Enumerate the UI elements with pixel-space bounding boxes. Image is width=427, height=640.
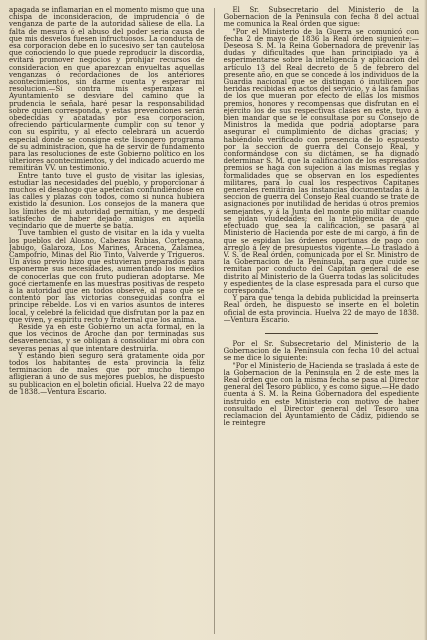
article-paragraph: Tuve tambien el gusto de visitar en la ida y vuelta los pueblos del Alosno, Cabezas Rubias, Cortegana, Jabugo, Galaroza, Los Marines, Aracena, Zalamea, Campofrío, Minas del Rio Tinto, Valverde y Trigueros. Un aviso previo hizo que estuvieran preparados para esponerme sus necesidades, aumentando los medios de conocerlas que con fruto pudieran adoptarse. Me gocé ciertamente en las muestras positivas de respeto á la autoridad que en todos observé, al paso que se contentó por las victorias conseguidas contra el principe rebelde. Los vi en varios asuntos de interes local, y celebré la felicidad que disfrutan por la paz en que viven, y espíritu recto y fraternal que los anima. [9, 228, 205, 324]
article-paragraph: Y para que tenga la debida publicidad la preinserta Real órden, he dispuesto se inserte en el boletin oficial de esta provincia. Huelva 22 de mayo de 1838.—Ventura Escario. [223, 293, 419, 324]
article-paragraph: "Por el Ministerio de la Guerra se comunicó con fecha 2 de mayo de 1836 la Real órden siguiente:—Deseosa S. M. la Reina Gobernadora de prevenir las dudas y dificultades que han principiado ya á esperimentarse sobre la inteligencia y aplicacion del artículo 13 del Real decreto de 5 de febrero del presente año, en que se concede á los individuos de la Guardia nacional que se distingan ó inutilicen por heridas recibidas en actos del servicio, y á las familias de los que mueran por efecto de ellas los mismos premios, honores y recompensas que disfrutan en el ejército los de sus respectivas clases en este, tuvo á bien mandar que se le consultase por su Consejo de Ministros la medida que podria adoptarse para asegurar el cumplimiento de dichas gracias; y habiéndolo verificado con presencia de lo espuesto por la seccion de guerra del Consejo Real, y conformándose con su dictámen, se ha dignado determinar S. M. que la calificacion de los espresados premios se haga con sujecion á las mismas reglas y formalidades que se observan en los espedientes militares, para lo cual los respectivos Capitanes generales remitirán las instancias documentadas á la seccion de guerra del Consejo Real cuando se trate de asignaciones por inutilidad de heridas ú otros premios semejantes, y á la Junta del monte pio militar cuando se pidan viudedades; en la inteligencia de que efectuado que sea la calificacion, se pasará al Ministerio de Hacienda por este de mi cargo, á fin de que se espidan las órdenes oportunas de pago con arreglo á ley de presupuestos vigente.—Lo traslado á V. S. de Real órden, comunicada por el Sr. Ministro de la Gobernacion de la Península, para que cuide se remitan por conducto del Capitan general de ese distrito al Ministerio de la Guerra todas las solicitudes y espedientes de la clase espresada para el curso que corresponda." [223, 26, 419, 295]
right-column [224, 6, 420, 636]
article-paragraph: Entre tanto tuve el gusto de visitar las iglesias, estudiar las necesidades del pueblo, y proporcionar á muchos el desahogo que apetecían confundiéndose en las calles y plazas con todos, como si nunca hubiera existido la desunion. Los consejos de la manera que los límites de mi autoridad permitían, y me despedí satisfecho de haber dejado amigos en aquella vecindario que de muerte se batía. [9, 170, 205, 231]
article-paragraph: El Sr. Subsecretario del Ministerio de la Gobernacion de la Peninsula con fecha 8 del actual me comunica la Real órden que sigue: [223, 6, 419, 29]
article-paragraph: Por el Sr. Subsecretario del Ministerio de la Gobernacion de la Península con fecha 10 del actual se me dice lo siguiente: [223, 338, 419, 363]
article-paragraph: "Por el Ministerio de Hacienda se traslada á este de la Gobernacion de la Peninsula en 2 de este mes la Real órden que con la misma fecha se pasa al Director general del Tesoro público, y es como sigue.—He dado cuenta á S. M. la Reina Gobernadora del espediente instruido en este Ministerio con motivo de haber consultado el Director general del Tesoro una reclamacion del Ayuntamiento de Cádiz, pidiendo se le reintegre [223, 360, 419, 428]
article-paragraph: apagada se inflamarian en el momento mismo que una chispa de inconsideracion, de imprudencia ó de venganza de parte de la autoridad saliese de ella. La falta de mesura ó el abuso del poder seria causa de que mis desvelos fuesen infructuosos. La conducta de esa corporacion debe en lo sucesivo ser tan cautelosa que conociendo lo que puede reproducir la discordia, evitará promover negocios y prohijar recursos de consideracion en que aparezcan envueltas aquellas venganzas ó recordaciones de los anteriores acontecimientos, sin darme cuenta y esperar mi resolucion.—Si contra mis esperanzas el Ayuntamiento se desviare del camino que la prudencia le señala, haré pesar la responsabilidad sobre quien corresponda, y estas prevenciones serán obedecidas y acatadas por esa corporacion, ofreciendo particularmente cumplir con su tenor y con su espíritu, y al efecto celebrará un acuerdo especial donde se consigne este lisongero programa de su administracion, que ha de servir de fundamento para las resoluciones de este Gobierno político en los ulteriores acontecimientos, y del indicado acuerdo me remitirán VV. un testimonio. [9, 6, 205, 173]
article-paragraph: Reside ya en este Gobierno un acta formal, en la que los vecinos de Aroche dan por terminadas sus desavenencias, y se obligan á consolidar mi obra con severas penas al que intentare destruirla. [9, 321, 205, 353]
left-column [9, 6, 205, 636]
section-separator [265, 333, 378, 334]
article-paragraph: Y estando bien seguro será gratamente oida por todos los habitantes de esta provincia la feliz terminacion de males que por mucho tiempo afligieran á uno de sus mejores pueblos, he dispuesto su publicacion en el boletin oficial. Huelva 22 de mayo de 1838.—Ventura Escario. [9, 350, 205, 396]
column-divider [214, 8, 215, 634]
